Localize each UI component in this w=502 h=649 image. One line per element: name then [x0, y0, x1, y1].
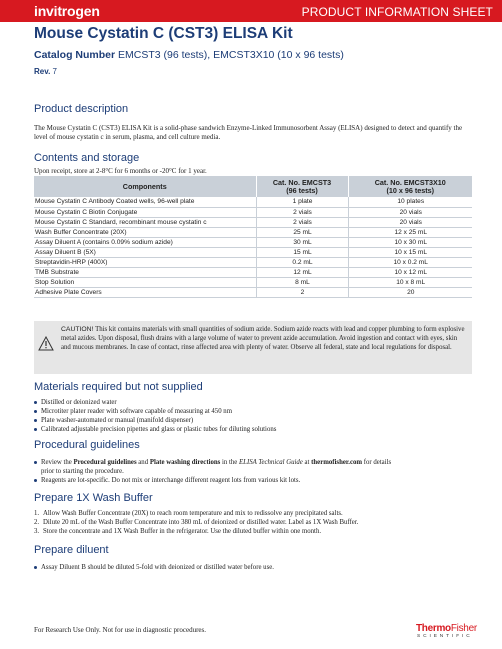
- cell-emcst3x10: 10 x 15 mL: [348, 247, 472, 257]
- table-row: [34, 207, 472, 217]
- table-row: [34, 277, 472, 287]
- header-bar: [0, 0, 502, 22]
- list-item: Review the Procedural guidelines and Plate washing directions in the ELISA Technical Guide at thermofisher.com for details prior to starting the procedure.: [34, 458, 474, 476]
- link-plate-washing: Plate washing directions: [149, 459, 221, 466]
- cell-emcst3x10: 10 x 0.2 mL: [348, 257, 472, 267]
- cell-emcst3: 2: [256, 287, 348, 297]
- cell-emcst3: 1 plate: [256, 197, 348, 207]
- cell-component: Mouse Cystatin C Antibody Coated wells, 96-well plate: [34, 197, 256, 207]
- list-item: Calibrated adjustable precision pipettes and glass or plastic tubes for diluting solutions: [34, 425, 474, 434]
- thermofisher-logo: ThermoFisher SCIENTIFIC: [416, 623, 477, 639]
- table-row: [34, 237, 472, 247]
- list-item: Reagents are lot-specific. Do not mix or interchange different reagent lots from various kit lots.: [34, 476, 474, 485]
- step-item: [34, 518, 474, 527]
- list-item: Distilled or deionized water: [34, 398, 474, 407]
- table-row: [34, 287, 472, 297]
- step-text: Dilute 20 mL of the Wash Buffer Concentrate into 380 mL of deionized or distilled water. Label as 1X Wash Buffer.: [43, 519, 359, 526]
- cell-emcst3x10: 20: [348, 287, 472, 297]
- cell-emcst3: 12 mL: [256, 267, 348, 277]
- cell-component: Stop Solution: [34, 277, 256, 287]
- doc-type-label: PRODUCT INFORMATION SHEET: [301, 5, 493, 19]
- cell-emcst3x10: 10 x 30 mL: [348, 237, 472, 247]
- cell-emcst3x10: 10 x 8 mL: [348, 277, 472, 287]
- section-heading-wash: Prepare 1X Wash Buffer: [34, 492, 153, 504]
- cell-emcst3: 2 vials: [256, 217, 348, 227]
- section-heading-description: Product description: [34, 103, 129, 115]
- step-text: Store the concentrate and 1X Wash Buffer in the refrigerator. Use the diluted buffer within one month.: [43, 528, 322, 535]
- wash-steps: [34, 509, 474, 536]
- cell-emcst3: 8 mL: [256, 277, 348, 287]
- materials-list: [34, 398, 474, 434]
- step-number: 2.: [34, 519, 40, 526]
- section-heading-storage: Contents and storage: [34, 152, 140, 164]
- catalog-number: [34, 49, 344, 61]
- list-item: Assay Diluent B should be diluted 5-fold with deionized or distilled water before use.: [34, 563, 474, 572]
- description-text: The Mouse Cystatin C (CST3) ELISA Kit is a solid-phase sandwich Enzyme-Linked Immunosorbent Assay (ELISA) designed to detect and quantify the level of mouse cystatin c in serum, plasma, and cell culture media.: [34, 124, 463, 141]
- cell-emcst3x10: 20 vials: [348, 217, 472, 227]
- brand-logo: invitrogen: [34, 3, 100, 19]
- revision-value: 7: [52, 67, 57, 76]
- table-row: [34, 197, 472, 207]
- cell-emcst3: 0.2 mL: [256, 257, 348, 267]
- section-heading-guidelines: Procedural guidelines: [34, 439, 140, 451]
- step-item: [34, 509, 474, 518]
- elisa-technical-guide: ELISA Technical Guide: [239, 459, 303, 466]
- list-item: Plate washer-automated or manual (manifold dispenser): [34, 416, 474, 425]
- cell-component: Mouse Cystatin C Biotin Conjugate: [34, 207, 256, 217]
- cell-component: Adhesive Plate Covers: [34, 287, 256, 297]
- page-title: Mouse Cystatin C (CST3) ELISA Kit: [34, 25, 293, 42]
- header-components: Components: [34, 176, 256, 197]
- contents-table: [34, 176, 472, 298]
- cell-emcst3: 25 mL: [256, 227, 348, 237]
- header-cat-emcst3: Cat. No. EMCST3 (96 tests): [256, 176, 348, 197]
- cell-component: Mouse Cystatin C Standard, recombinant mouse cystatin c: [34, 217, 256, 227]
- cell-emcst3: 30 mL: [256, 237, 348, 247]
- footer-text: For Research Use Only. Not for use in diagnostic procedures.: [34, 626, 206, 634]
- table-row: [34, 217, 472, 227]
- table-row: [34, 227, 472, 237]
- cell-emcst3x10: 12 x 25 mL: [348, 227, 472, 237]
- caution-body: This kit contains materials with small quantities of sodium azide. Sodium azide reacts with lead and copper plumbing to form explosive metal azides. Upon disposal, flush drains with a large volume of water to prevent azide accumulation. Avoid ingestion and contact with eyes, skin and mucous membranes. In case of contact, rinse affected area with plenty of water. Observe all federal, state and local regulations for disposal.: [61, 326, 465, 351]
- caution-box: [34, 321, 472, 374]
- caution-text: [61, 325, 466, 352]
- cell-emcst3: 15 mL: [256, 247, 348, 257]
- step-number: 3.: [34, 528, 40, 535]
- table-row: [34, 257, 472, 267]
- catalog-value: EMCST3 (96 tests), EMCST3X10 (10 x 96 tests): [118, 49, 344, 61]
- table-row: [34, 247, 472, 257]
- caution-label: CAUTION!: [61, 326, 94, 333]
- cell-emcst3x10: 10 plates: [348, 197, 472, 207]
- table-row: [34, 267, 472, 277]
- guidelines-list: [34, 458, 474, 485]
- section-heading-materials: Materials required but not supplied: [34, 381, 203, 393]
- catalog-label: Catalog Number: [34, 49, 116, 61]
- storage-text: Upon receipt, store at 2-8°C for 6 months or -20°C for 1 year.: [34, 167, 207, 175]
- step-item: [34, 527, 474, 536]
- diluent-list: [34, 563, 474, 572]
- section-heading-diluent: Prepare diluent: [34, 544, 109, 556]
- cell-component: Assay Diluent B (5X): [34, 247, 256, 257]
- link-procedural-guidelines: Procedural guidelines: [73, 459, 137, 466]
- table-header-row: [34, 176, 472, 197]
- step-text: Allow Wash Buffer Concentrate (20X) to reach room temperature and mix to redissolve any precipitated salts.: [43, 510, 343, 517]
- cell-emcst3x10: 10 x 12 mL: [348, 267, 472, 277]
- thermofisher-link[interactable]: thermofisher.com: [311, 459, 363, 466]
- revision: [34, 67, 57, 76]
- step-number: 1.: [34, 510, 40, 517]
- cell-emcst3: 2 vials: [256, 207, 348, 217]
- cell-component: Streptavidin-HRP (400X): [34, 257, 256, 267]
- cell-emcst3x10: 20 vials: [348, 207, 472, 217]
- list-item: Microtiter plater reader with software capable of measuring at 450 nm: [34, 407, 474, 416]
- header-cat-emcst3x10: Cat. No. EMCST3X10 (10 x 96 tests): [348, 176, 472, 197]
- cell-component: Assay Diluent A (contains 0.09% sodium azide): [34, 237, 256, 247]
- warning-triangle-icon: [38, 336, 54, 351]
- revision-label: Rev.: [34, 67, 51, 76]
- cell-component: TMB Substrate: [34, 267, 256, 277]
- cell-component: Wash Buffer Concentrate (20X): [34, 227, 256, 237]
